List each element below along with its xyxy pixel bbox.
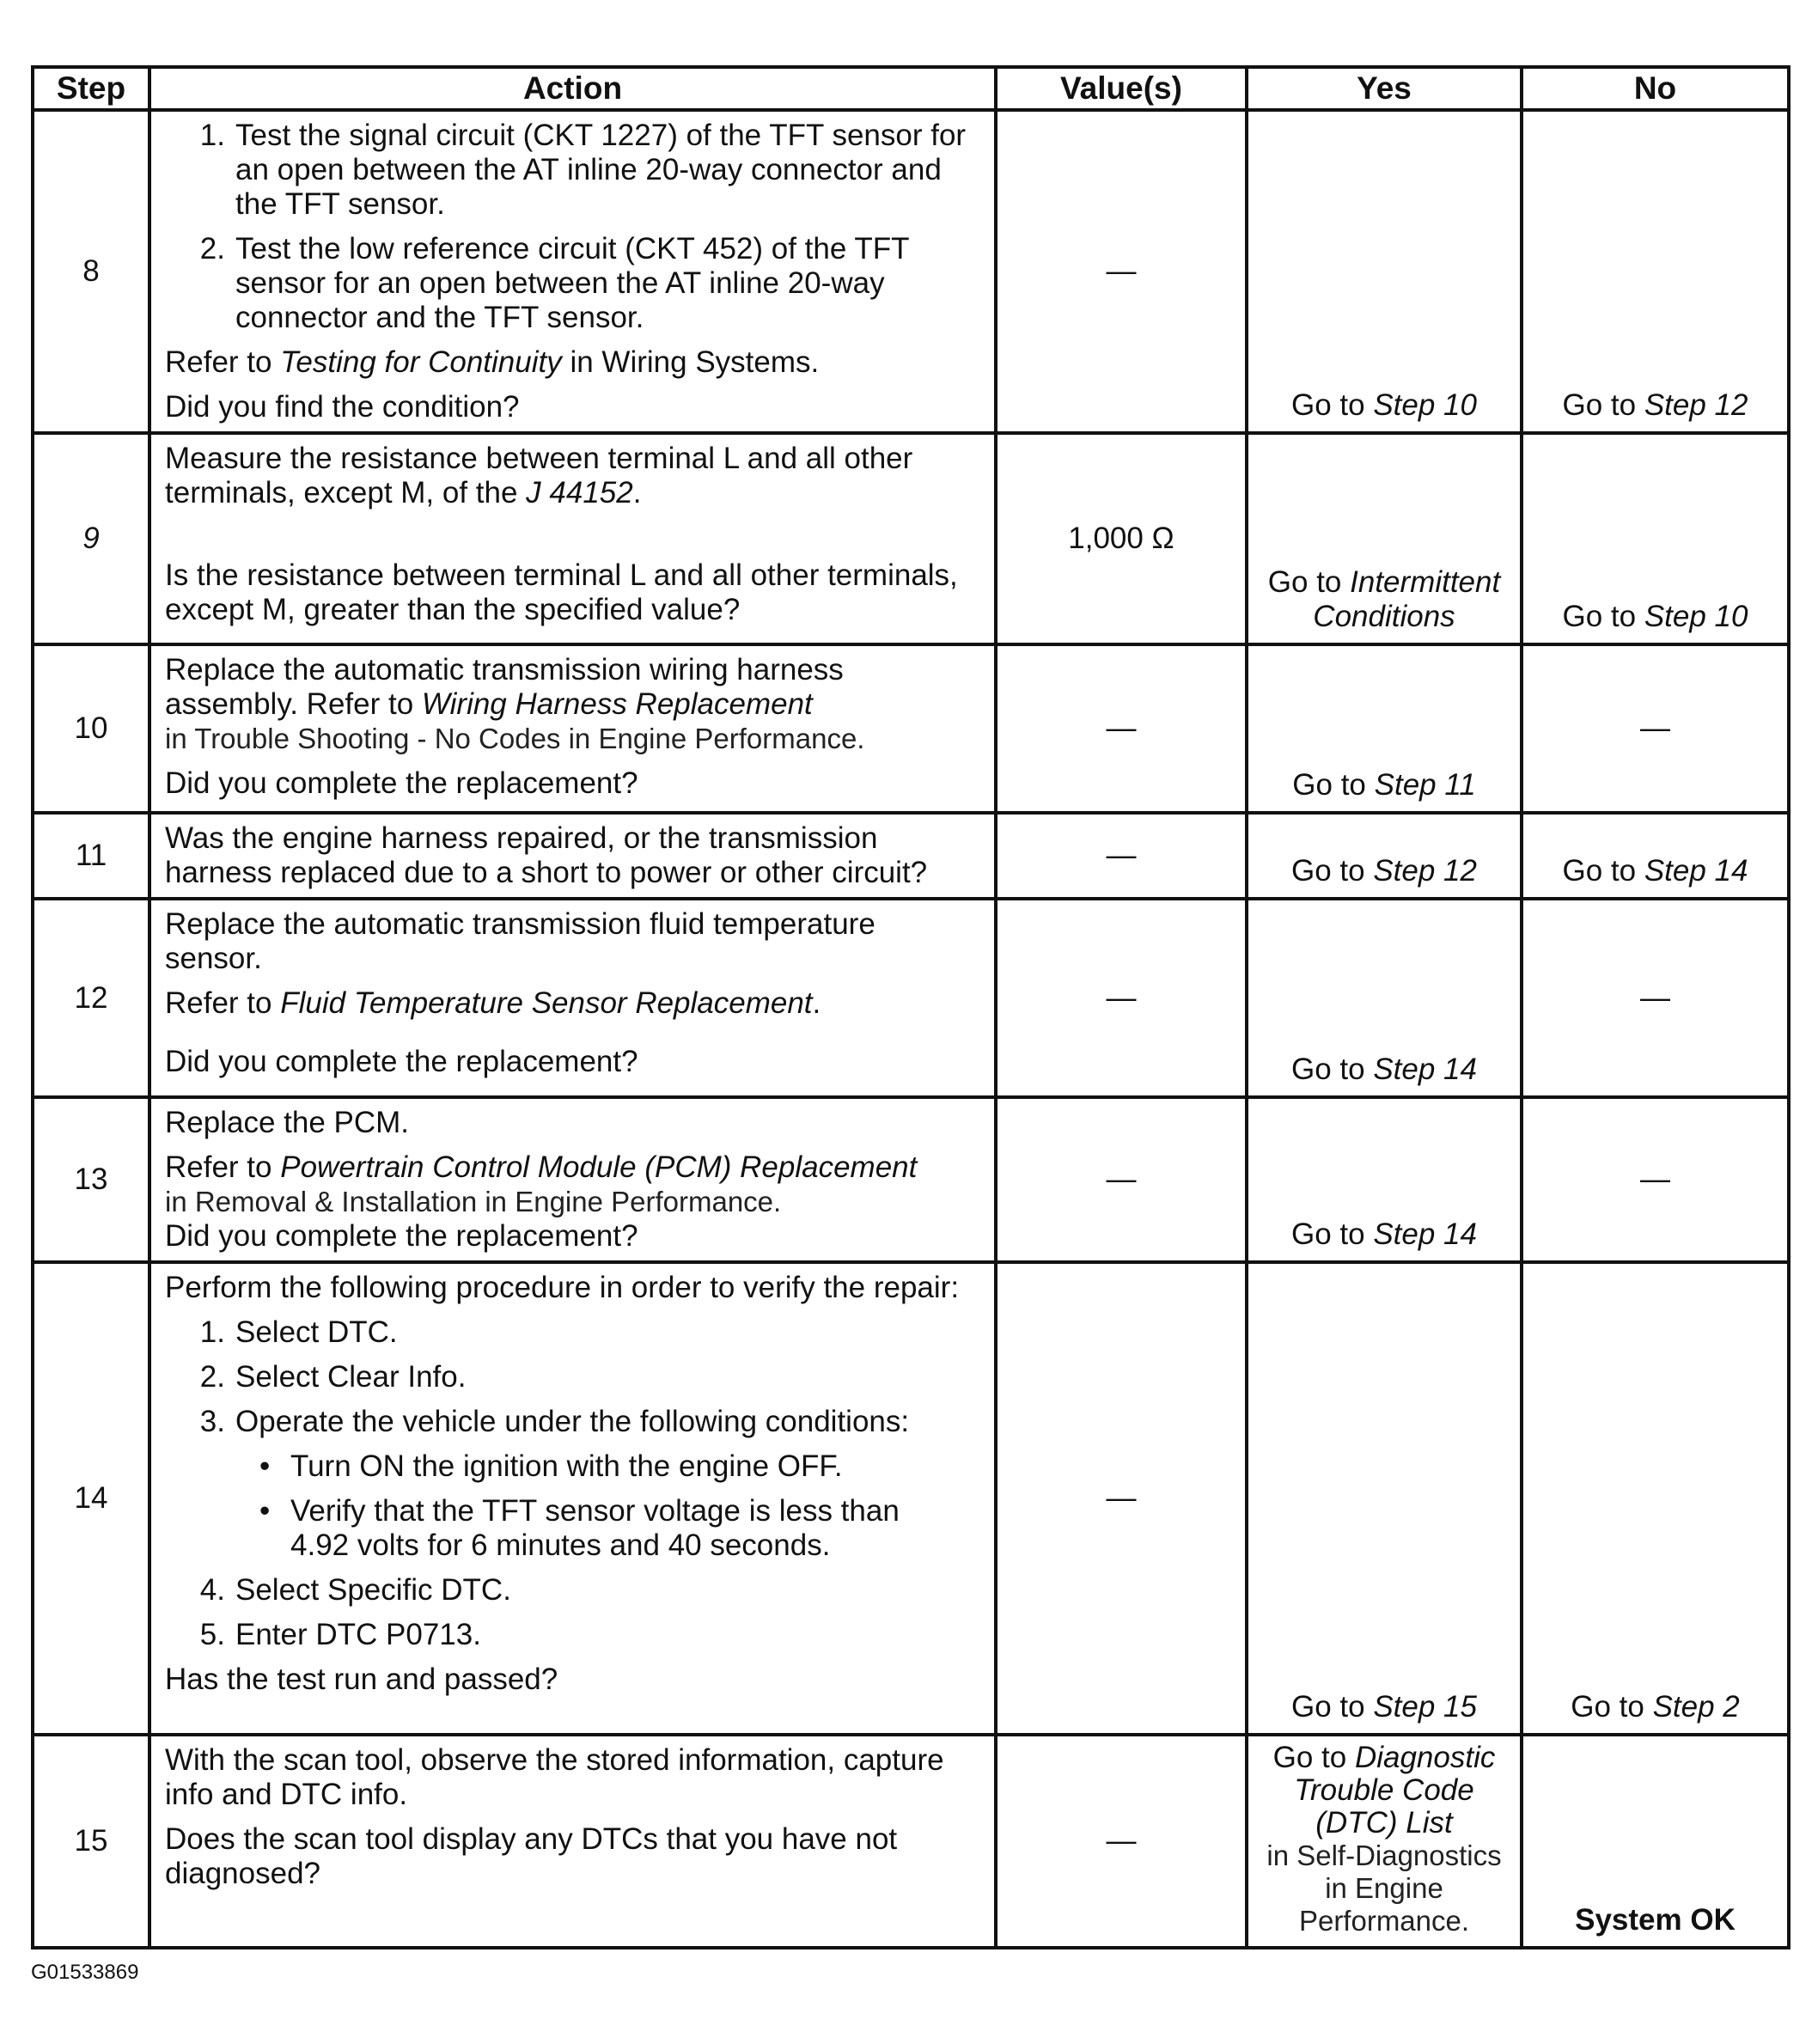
bullet-item [165,1494,980,1563]
value-cell: — [996,899,1247,1097]
tool-link[interactable]: J 44152 [526,476,633,509]
list-item [165,119,980,222]
refer-text: Refer to Testing for Continuity in Wiring Systems. [165,345,820,379]
action-cell [149,813,996,899]
item-text: Test the low reference circuit (CKT 452) of the TFT sensor for an open between the AT inline 20-way connector and the TFT sensor. [235,232,909,334]
action-cell [149,899,996,1097]
no-link[interactable]: Step 14 [1644,854,1748,888]
no-link[interactable]: Step 12 [1644,388,1748,422]
reference-link[interactable]: Powertrain Control Module (PCM) Replacement [280,1150,918,1184]
header-action: Action [149,67,996,110]
table-row-step-13 [33,1097,1789,1262]
no-cell: System OK [1522,1735,1789,1948]
step-number: 11 [33,813,149,899]
yes-cell: Go to Step 12 [1247,813,1522,899]
yes-link[interactable]: Step 10 [1373,388,1477,422]
step-number: 14 [33,1262,149,1735]
no-cell: Go to Step 10 [1522,433,1789,644]
yes-cell: Go to Step 10 [1247,110,1522,433]
value-cell: — [996,1735,1247,1948]
no-cell: Go to Step 14 [1522,813,1789,899]
yes-cell: Go to Step 11 [1247,644,1522,813]
step-number: 15 [33,1735,149,1948]
question-text: Did you complete the replacement? [165,1045,638,1078]
header-yes: Yes [1247,67,1522,110]
refer-text: Refer to Powertrain Control Module (PCM) Replacement [165,1150,918,1184]
yes-cell: Go to Diagnostic Trouble Code (DTC) List in Self-Diagnostics in Engine Performance. [1247,1735,1522,1948]
step-number: 9 [33,433,149,644]
value-cell: — [996,644,1247,813]
value-cell: — [996,1097,1247,1262]
value-cell: — [996,813,1247,899]
item-text: Test the signal circuit (CKT 1227) of the TFT sensor for an open between the AT inline 20-way connector and the TFT sensor. [235,119,967,221]
yes-link[interactable]: Step 14 [1373,1217,1477,1251]
bullet-item [165,1449,980,1484]
question-text: Did you complete the replacement? [165,1219,638,1253]
item-text: Operate the vehicle under the following conditions: [235,1405,910,1438]
table-row-step-15 [33,1735,1789,1948]
value-cell: 1,000 Ω [996,433,1247,644]
no-cell: — [1522,1097,1789,1262]
no-cell: — [1522,644,1789,813]
instruction-text: Replace the automatic transmission fluid temperature sensor. [165,907,875,975]
item-text: Select Specific DTC. [235,1573,511,1607]
item-number: 1. [199,119,225,152]
list-item [165,232,980,335]
table-row-step-12 [33,899,1789,1097]
no-link[interactable]: Step 10 [1644,600,1748,633]
yes-cell: Go to Step 15 [1247,1262,1522,1735]
header-step: Step [33,67,149,110]
diagnostic-table [31,65,1791,1949]
step-number: 13 [33,1097,149,1262]
yes-link[interactable]: Step 15 [1373,1690,1477,1724]
reference-link[interactable]: Fluid Temperature Sensor Replacement [280,986,813,1020]
question-text: Was the engine harness repaired, or the transmission harness replaced due to a short to power or other circuit? [165,821,928,889]
item-text: Turn ON the ignition with the engine OFF. [290,1449,843,1483]
yes-link[interactable]: Step 11 [1374,768,1476,802]
list-item: 4. Select Specific DTC. [199,1573,511,1607]
yes-cell: Go to Step 14 [1247,899,1522,1097]
yes-link[interactable]: Step 14 [1373,1053,1477,1086]
question-text: Does the scan tool display any DTCs that you have not diagnosed? [165,1822,898,1890]
no-cell: Go to Step 12 [1522,110,1789,433]
question-text: Did you complete the replacement? [165,766,638,800]
question-text: Has the test run and passed? [165,1663,558,1696]
no-link[interactable]: Step 2 [1652,1690,1740,1724]
instruction-text: Replace the PCM. [165,1106,410,1139]
yes-link[interactable]: Step 12 [1373,854,1477,888]
list-item: 2. Select Clear Info. [199,1360,467,1394]
table-row-step-10 [33,644,1789,813]
reference-link[interactable]: Wiring Harness Replacement [421,687,813,721]
item-text: Select DTC. [235,1315,398,1349]
header-no: No [1522,67,1789,110]
action-cell [149,1262,996,1735]
bullet-icon: • [259,1449,271,1483]
action-cell [149,110,996,433]
yes-cell: Go to Step 14 [1247,1097,1522,1262]
table-row-step-9 [33,433,1789,644]
action-cell [149,433,996,644]
question-text: Is the resistance between terminal L and all other terminals, except M, greater than the specified value? [165,558,958,626]
reference-location: in Trouble Shooting - No Codes in Engine Performance. [165,723,865,754]
instruction-text: With the scan tool, observe the stored information, capture info and DTC info. [165,1743,944,1811]
step-number: 10 [33,644,149,813]
item-text: Enter DTC P0713. [235,1618,481,1651]
item-text: Select Clear Info. [235,1360,467,1394]
no-cell: Go to Step 2 [1522,1262,1789,1735]
yes-link[interactable]: Diagnostic Trouble Code (DTC) List [1294,1741,1496,1840]
yes-link[interactable]: Intermittent Conditions [1313,565,1501,633]
action-cell [149,1097,996,1262]
instruction-text: Perform the following procedure in order to verify the repair: [165,1271,960,1304]
bullet-icon: • [259,1494,271,1528]
list-item: 3. Operate the vehicle under the following conditions: [199,1405,910,1438]
value-cell: — [996,110,1247,433]
reference-location: in Removal & Installation in Engine Performance. [165,1186,782,1217]
figure-id: G01533869 [31,1961,139,1984]
reference-location: in Self-Diagnostics in Engine Performance. [1266,1840,1502,1937]
instruction-text: Replace the automatic transmission wiring harness assembly. Refer to Wiring Harness Replacement [165,653,844,721]
action-cell [149,1735,996,1948]
item-text: Verify that the TFT sensor voltage is less than 4.92 volts for 6 minutes and 40 seconds. [290,1494,900,1562]
list-item: 5. Enter DTC P0713. [199,1618,481,1651]
item-number: 2. [199,232,225,265]
reference-link[interactable]: Testing for Continuity [280,345,562,379]
list-item: 1. Select DTC. [199,1315,398,1349]
step-number: 12 [33,899,149,1097]
header-value: Value(s) [996,67,1247,110]
instruction-text: Measure the resistance between terminal L and all other terminals, except M, of the J 44152. [165,442,913,509]
yes-cell: Go to Intermittent Conditions [1247,433,1522,644]
no-cell: — [1522,899,1789,1097]
value-cell: — [996,1262,1247,1735]
table-row-step-8 [33,110,1789,433]
question-text: Did you find the condition? [165,390,520,424]
step-number: 8 [33,110,149,433]
header-row [33,67,1789,110]
action-cell [149,644,996,813]
refer-text: Refer to Fluid Temperature Sensor Replacement. [165,986,821,1020]
table-row-step-14 [33,1262,1789,1735]
table-row-step-11 [33,813,1789,899]
